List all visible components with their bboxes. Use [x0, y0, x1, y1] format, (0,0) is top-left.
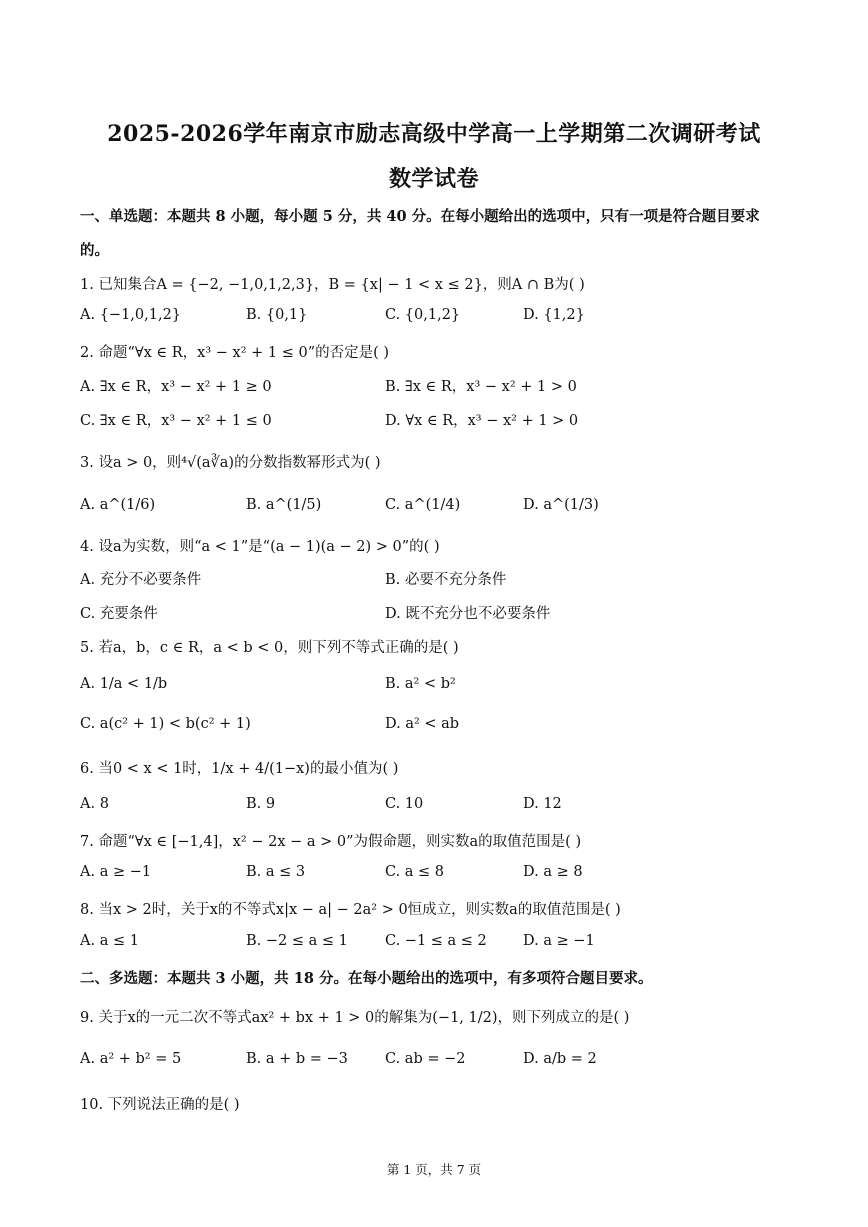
question-9-option-c: C. ab = −2 — [385, 1051, 466, 1067]
question-5-option-c: C. a(c² + 1) < b(c² + 1) — [80, 716, 251, 732]
question-3-option-c: C. a^(1/4) — [385, 497, 461, 513]
section1-heading: 一、单选题：本题共 8 小题，每小题 5 分，共 40 分。在每小题给出的选项中，只有一项是符合题目要求 — [80, 208, 760, 225]
question-1-option-c: C. {0,1,2} — [385, 307, 461, 323]
question-8-option-d: D. a ≥ −1 — [523, 933, 595, 949]
question-4-stem: 4. 设a为实数，则“a < 1”是“(a − 1)(a − 2) > 0”的( ) — [80, 539, 440, 555]
question-3-stem: 3. 设a > 0，则⁴√(a∛a)的分数指数幂形式为( ) — [80, 455, 381, 471]
question-3-option-a: A. a^(1/6) — [80, 497, 156, 513]
question-4-option-a: A. 充分不必要条件 — [80, 572, 202, 588]
question-9-option-a: A. a² + b² = 5 — [80, 1051, 182, 1067]
exam-title: 2025-2026学年南京市励志高级中学高一上学期第二次调研考试 — [107, 121, 761, 147]
question-9-stem: 9. 关于x的一元二次不等式ax² + bx + 1 > 0的解集为(−1, 1/2)，则下列成立的是( ) — [80, 1010, 630, 1026]
question-5-stem: 5. 若a，b，c ∈ R，a < b < 0，则下列不等式正确的是( ) — [80, 640, 459, 656]
question-6-option-c: C. 10 — [385, 796, 424, 812]
question-6-stem: 6. 当0 < x < 1时，1/x + 4/(1−x)的最小值为( ) — [80, 761, 399, 777]
question-9-option-b: B. a + b = −3 — [246, 1051, 348, 1067]
question-1-option-a: A. {−1,0,1,2} — [80, 307, 182, 323]
question-4-option-d: D. 既不充分也不必要条件 — [385, 606, 551, 622]
question-3-option-b: B. a^(1/5) — [246, 497, 322, 513]
section2-heading: 二、多选题：本题共 3 小题，共 18 分。在每小题给出的选项中，有多项符合题目要求。 — [80, 970, 653, 987]
question-3-option-d: D. a^(1/3) — [523, 497, 599, 513]
question-9-option-d: D. a/b = 2 — [523, 1051, 597, 1067]
question-4-option-c: C. 充要条件 — [80, 606, 158, 622]
section1-heading-cont: 的。 — [80, 242, 109, 259]
question-8-stem: 8. 当x > 2时，关于x的不等式x|x − a| − 2a² > 0恒成立，则实数a的取值范围是( ) — [80, 902, 621, 918]
question-5-option-a: A. 1/a < 1/b — [80, 676, 168, 692]
question-7-option-c: C. a ≤ 8 — [385, 864, 445, 880]
question-6-option-a: A. 8 — [80, 796, 109, 812]
question-8-option-b: B. −2 ≤ a ≤ 1 — [246, 933, 348, 949]
question-2-option-a: A. ∃x ∈ R，x³ − x² + 1 ≥ 0 — [80, 379, 272, 395]
question-7-option-d: D. a ≥ 8 — [523, 864, 583, 880]
question-10-stem: 10. 下列说法正确的是( ) — [80, 1097, 240, 1113]
question-2-option-c: C. ∃x ∈ R，x³ − x² + 1 ≤ 0 — [80, 413, 272, 429]
question-2-option-d: D. ∀x ∈ R，x³ − x² + 1 > 0 — [385, 413, 579, 429]
question-7-option-b: B. a ≤ 3 — [246, 864, 306, 880]
question-8-option-c: C. −1 ≤ a ≤ 2 — [385, 933, 487, 949]
question-1-stem: 1. 已知集合A = {−2, −1,0,1,2,3}，B = {x| − 1 < x ≤ 2}，则A ∩ B为( ) — [80, 277, 585, 293]
question-1-option-d: D. {1,2} — [523, 307, 585, 323]
question-1-option-b: B. {0,1} — [246, 307, 308, 323]
question-7-stem: 7. 命题“∀x ∈ [−1,4]，x² − 2x − a > 0”为假命题，则实数a的取值范围是( ) — [80, 834, 582, 850]
page-footer: 第 1 页，共 7 页 — [386, 1162, 482, 1177]
question-6-option-b: B. 9 — [246, 796, 276, 812]
question-4-option-b: B. 必要不充分条件 — [385, 572, 507, 588]
question-7-option-a: A. a ≥ −1 — [80, 864, 152, 880]
question-6-option-d: D. 12 — [523, 796, 562, 812]
exam-subtitle: 数学试卷 — [388, 166, 479, 192]
question-2-stem: 2. 命题“∀x ∈ R，x³ − x² + 1 ≤ 0”的否定是( ) — [80, 345, 390, 361]
question-2-option-b: B. ∃x ∈ R，x³ − x² + 1 > 0 — [385, 379, 577, 395]
question-5-option-b: B. a² < b² — [385, 676, 456, 692]
question-5-option-d: D. a² < ab — [385, 716, 460, 732]
question-8-option-a: A. a ≤ 1 — [80, 933, 139, 949]
